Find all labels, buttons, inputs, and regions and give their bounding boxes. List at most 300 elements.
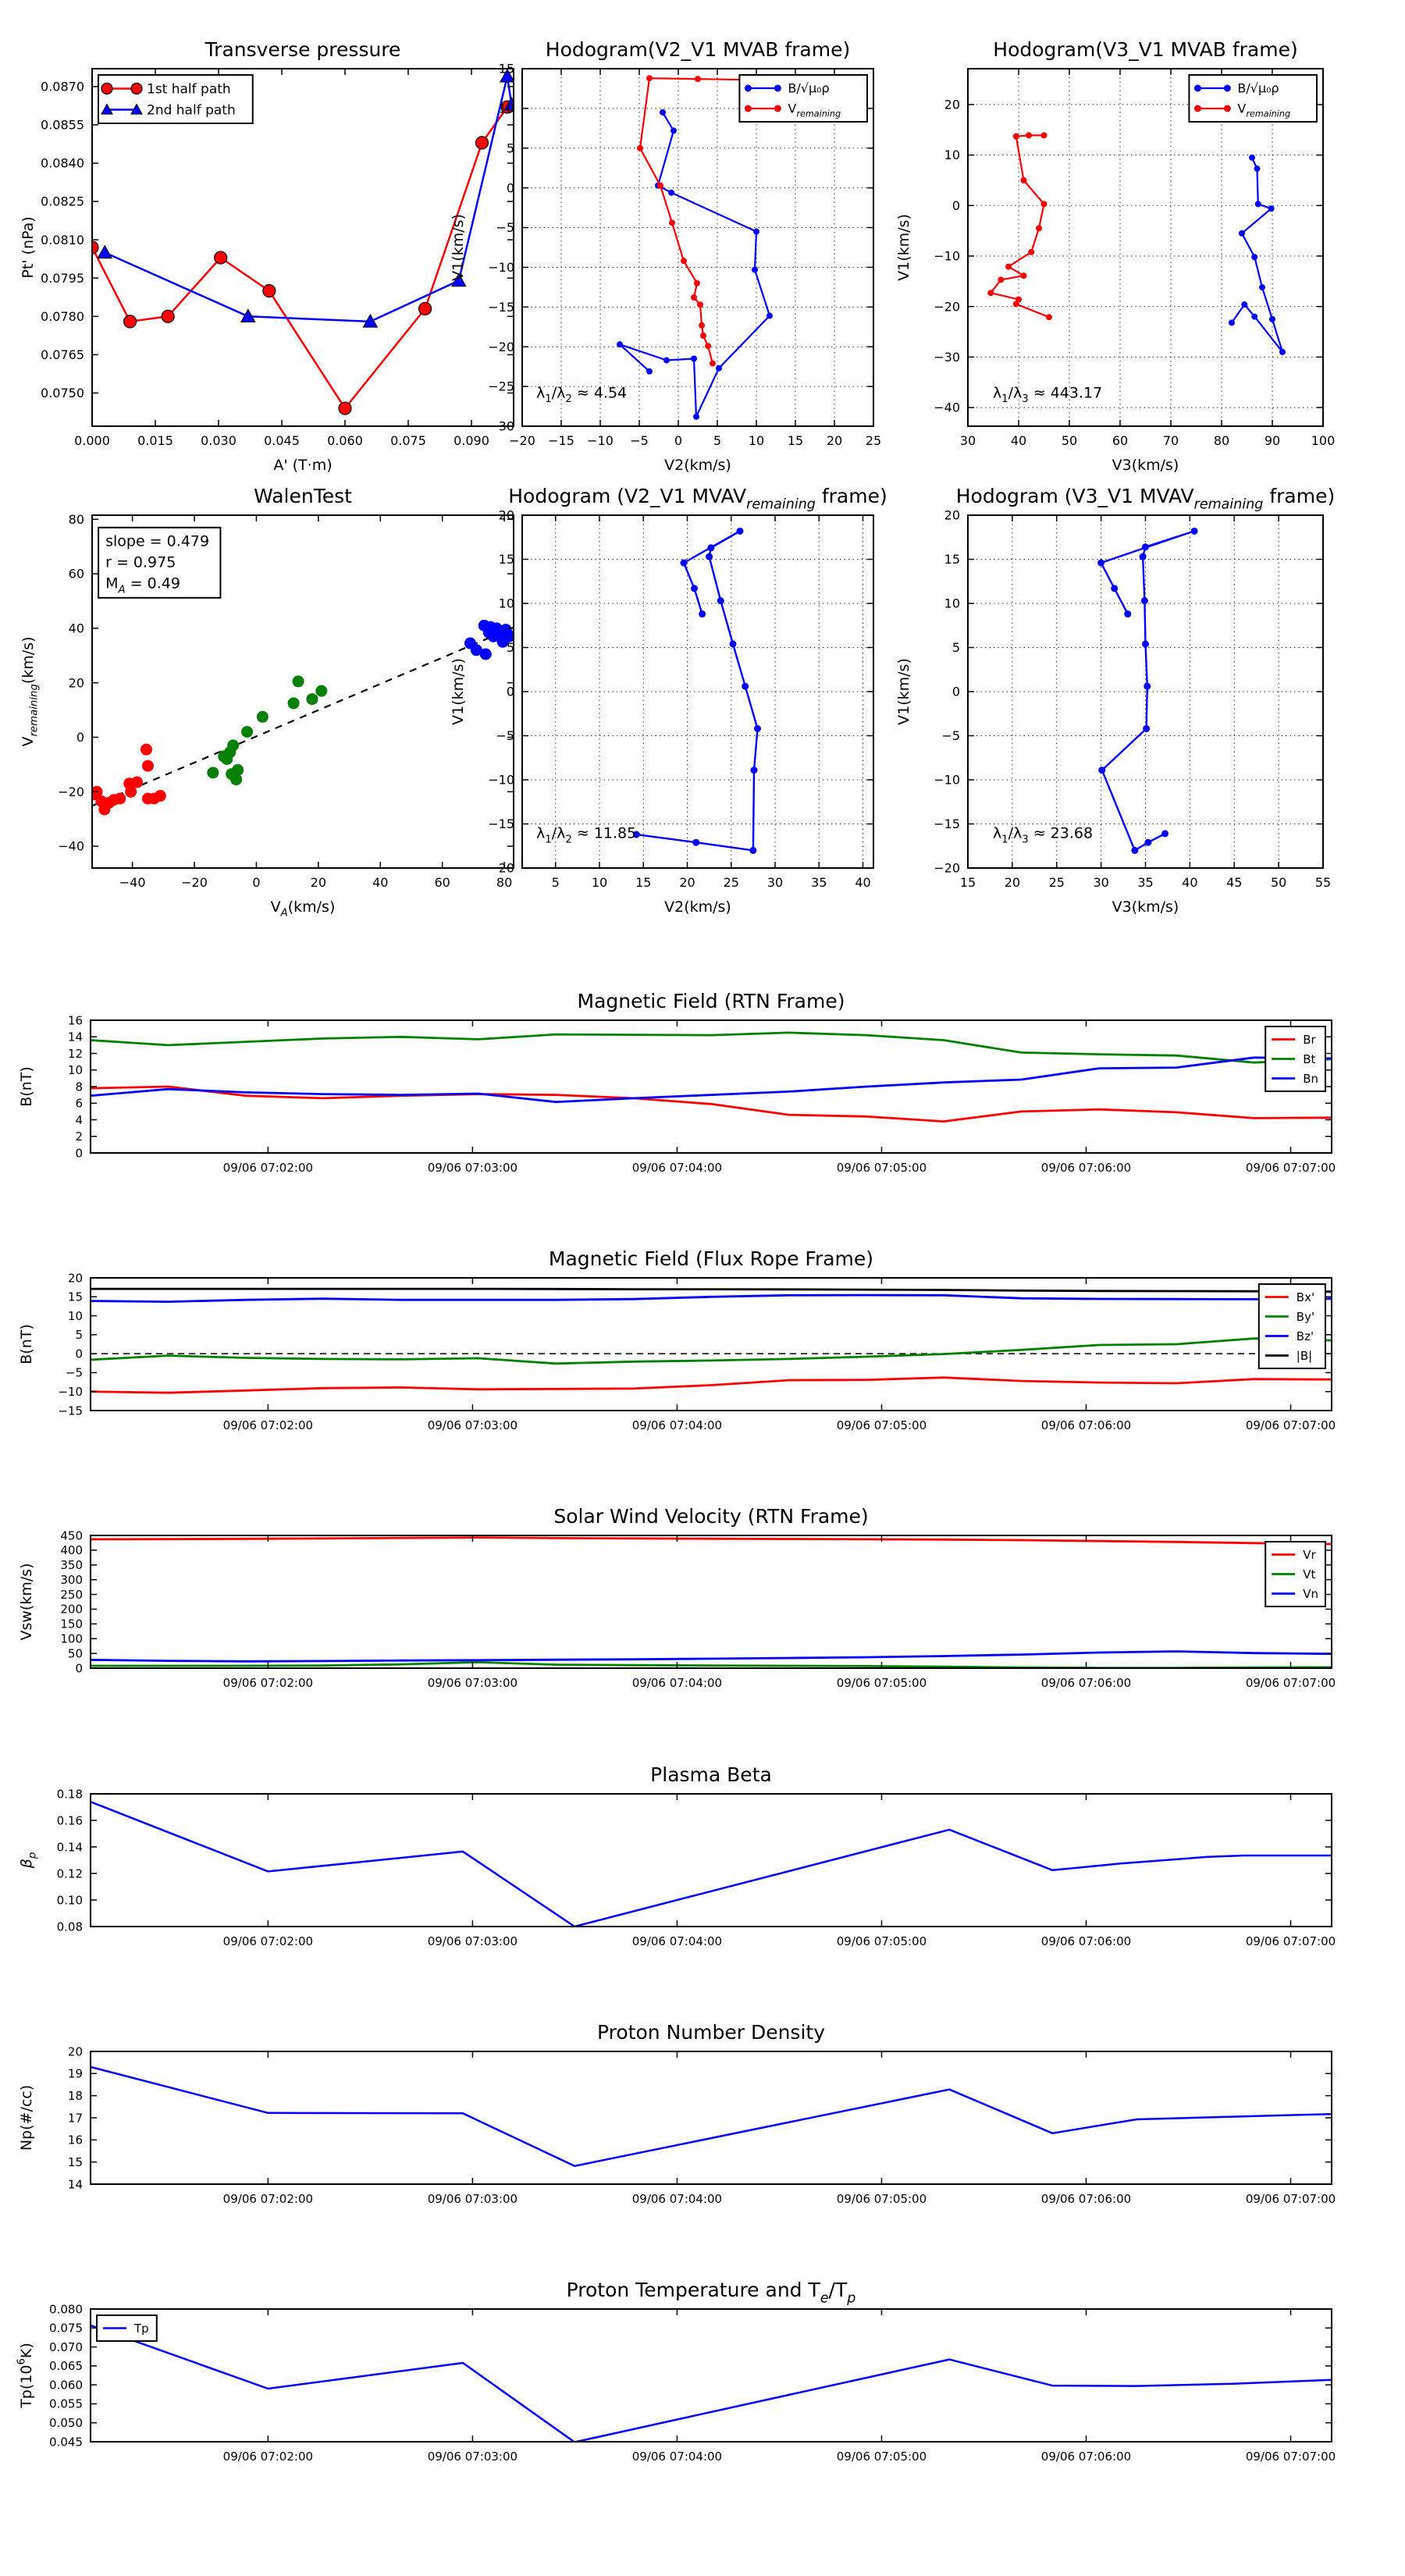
legend-marker <box>1224 105 1231 112</box>
y-tick-label: 0 <box>951 684 960 699</box>
x-tick-label: 40 <box>1010 433 1027 448</box>
chart-title: Hodogram(V2_V1 MVAB frame) <box>545 38 851 61</box>
legend-label: 1st half path <box>147 81 231 98</box>
y-tick-label: 19 <box>67 2066 83 2081</box>
stats-line: $M_A = 0.49$ <box>105 575 180 596</box>
point-middle <box>241 726 253 738</box>
y-tick-label: 40 <box>68 621 84 636</box>
y-tick-label: 17 <box>67 2111 83 2126</box>
point-V <box>1161 830 1168 837</box>
point-B/√μ₀ρ <box>1254 165 1261 172</box>
chart-plasma-beta <box>5 1747 1378 1981</box>
proton-number-density-svg <box>5 2005 1378 2239</box>
point-Vremaining <box>1041 201 1048 207</box>
point-Vremaining <box>700 333 706 339</box>
x-tick-label: 09/06 07:04:00 <box>631 1418 723 1432</box>
y-tick-label: 0 <box>75 1146 83 1161</box>
hodogram-v3v1-mvav-svg <box>882 468 1370 923</box>
x-tick-label: 70 <box>1162 433 1179 448</box>
y-tick-label: 0 <box>951 197 960 213</box>
point-B/√μ₀ρ <box>660 109 666 116</box>
point-Vremaining <box>681 258 687 264</box>
y-tick-label: −40 <box>934 400 960 415</box>
point-Vremaining <box>691 294 697 301</box>
legend-marker <box>774 85 781 92</box>
series-|B| <box>91 1289 1332 1292</box>
y-tick-label: 0.055 <box>49 2396 83 2411</box>
y-tick-label: 350 <box>60 1558 83 1573</box>
y-tick-label: −5 <box>65 1365 83 1380</box>
y-tick-label: 0 <box>506 180 514 196</box>
y-axis-label: Pt' (nPa) <box>20 216 37 279</box>
point-inbound <box>155 790 166 802</box>
y-tick-label: 15 <box>498 552 514 568</box>
point-B/√μ₀ρ <box>1279 349 1286 355</box>
point-Vremaining <box>697 301 703 308</box>
legend <box>1189 75 1317 122</box>
chart-title: Solar Wind Velocity (RTN Frame) <box>553 1505 869 1528</box>
x-tick-label: −5 <box>630 433 649 448</box>
point-B/√μ₀ρ <box>1255 201 1261 207</box>
y-tick-label: 15 <box>67 2154 83 2169</box>
chart-proton-number-density <box>5 2005 1378 2239</box>
y-tick-label: 0.18 <box>56 1787 83 1802</box>
plot-area <box>91 1289 1332 1393</box>
x-tick-label: 20 <box>826 433 843 448</box>
annotation: $\lambda_1/\lambda_2 \approx 11.85$ <box>536 824 637 846</box>
point-Vremaining <box>1046 314 1052 320</box>
point-B/√μ₀ρ <box>691 355 697 361</box>
x-tick-label: 0.000 <box>74 433 110 448</box>
point-Vremaining <box>646 75 653 81</box>
point-1st half path <box>162 310 174 322</box>
point-Vremaining <box>1028 249 1034 255</box>
point-inbound <box>114 792 126 804</box>
x-tick-label: 09/06 07:02:00 <box>222 1161 314 1175</box>
y-tick-label: 0.080 <box>49 2302 83 2317</box>
chart-title: Hodogram(V3_V1 MVAB frame) <box>993 38 1298 61</box>
legend-marker <box>774 105 781 112</box>
plot-area <box>617 75 773 420</box>
y-tick-label: 10 <box>67 1063 83 1077</box>
series-By' <box>91 1339 1332 1364</box>
x-tick-label: 60 <box>434 875 450 890</box>
x-axis-label: V3(km/s) <box>1112 898 1179 916</box>
point-B/√μ₀ρ <box>753 229 759 235</box>
y-tick-label: 5 <box>506 141 514 156</box>
legend <box>98 75 253 123</box>
axes-frame <box>91 1794 1332 1927</box>
series-Tp <box>91 2325 1332 2443</box>
y-tick-label: −15 <box>934 817 960 832</box>
point-1st half path <box>419 303 432 315</box>
legend-marker <box>1224 85 1231 92</box>
y-axis-label: V1(km/s) <box>450 214 467 281</box>
point-middle <box>315 685 327 697</box>
x-tick-label: 90 <box>1264 433 1281 448</box>
x-tick-label: 45 <box>1226 875 1243 890</box>
x-tick-label: 10 <box>748 433 765 448</box>
x-tick-label: 09/06 07:02:00 <box>222 2192 314 2206</box>
y-tick-label: 0.0825 <box>41 194 84 209</box>
y-tick-label: −10 <box>58 1384 83 1399</box>
y-tick-label: 0.0750 <box>41 386 84 401</box>
y-tick-label: 5 <box>75 1328 83 1343</box>
annotation: $\lambda_1/\lambda_3 \approx 23.68$ <box>992 824 1094 846</box>
y-tick-label: −10 <box>488 260 514 276</box>
series-Vt <box>91 1662 1332 1667</box>
point-B/√μ₀ρ <box>670 127 677 133</box>
point-V <box>737 528 744 535</box>
point-B/√μ₀ρ <box>1239 230 1245 237</box>
y-tick-label: 0.065 <box>49 2359 83 2374</box>
y-tick-label: −20 <box>58 784 84 799</box>
y-tick-label: 0.045 <box>49 2435 83 2450</box>
series-V <box>636 531 757 850</box>
y-tick-label: −15 <box>488 817 514 832</box>
point-V <box>681 560 688 567</box>
y-tick-label: −10 <box>488 772 514 788</box>
chart-magnetic-field-rtn <box>5 973 1378 1208</box>
y-tick-label: 5 <box>506 640 514 656</box>
magnetic-field-flux-rope-svg <box>5 1231 1378 1465</box>
point-Vremaining <box>1021 272 1027 279</box>
chart-solar-wind-velocity <box>5 1489 1378 1723</box>
point-B/√μ₀ρ <box>693 414 699 420</box>
x-tick-label: 09/06 07:04:00 <box>631 2450 723 2464</box>
point-1st half path <box>124 315 137 328</box>
y-axis-label: Vsw(km/s) <box>18 1563 35 1641</box>
point-Vremaining <box>669 219 675 226</box>
point-Vremaining <box>1013 133 1019 140</box>
y-axis-label: $\beta_p$ <box>18 1852 39 1869</box>
y-tick-label: 0.0855 <box>41 117 84 133</box>
x-tick-label: 09/06 07:04:00 <box>631 1161 723 1175</box>
x-tick-label: −10 <box>587 433 614 448</box>
series-B/√μ₀ρ <box>1232 158 1282 352</box>
legend-label: Bz' <box>1296 1329 1314 1343</box>
y-tick-label: 100 <box>60 1631 83 1646</box>
point-V <box>707 544 714 551</box>
y-tick-label: −5 <box>496 220 514 236</box>
y-tick-label: 15 <box>498 61 514 76</box>
hodogram-v3v1-mvab-svg <box>882 22 1370 481</box>
series-Vr <box>91 1538 1332 1544</box>
point-Vremaining <box>694 280 700 286</box>
x-tick-label: 5 <box>713 433 722 448</box>
point-V <box>691 585 698 592</box>
x-tick-label: 35 <box>811 875 827 890</box>
series-V <box>1101 531 1195 850</box>
x-tick-label: 80 <box>1213 433 1230 448</box>
legend-label: $V_{remaining}$ <box>788 101 841 119</box>
point-Vremaining <box>1005 264 1012 270</box>
x-tick-label: 09/06 07:02:00 <box>222 1934 314 1948</box>
point-Vremaining <box>705 343 711 349</box>
legend-label: Tp <box>134 2321 149 2336</box>
x-axis-label: $V_A(km/s)$ <box>270 898 336 920</box>
y-axis-label: V1(km/s) <box>895 658 912 725</box>
x-tick-label: 09/06 07:03:00 <box>427 2192 518 2206</box>
legend-label: $V_{remaining}$ <box>1237 101 1291 119</box>
y-tick-label: 20 <box>67 2044 83 2059</box>
point-V <box>1191 528 1198 535</box>
x-tick-label: 09/06 07:07:00 <box>1245 1934 1336 1948</box>
y-tick-label: 20 <box>944 507 960 523</box>
x-tick-label: 60 <box>1112 433 1129 448</box>
x-tick-label: 09/06 07:07:00 <box>1245 1418 1336 1432</box>
chart-title: WalenTest <box>254 485 352 507</box>
hodogram-v2v1-mvav-svg <box>436 468 920 923</box>
x-tick-label: 0.015 <box>137 433 173 448</box>
x-tick-label: 5 <box>551 875 560 890</box>
x-tick-label: 15 <box>787 433 804 448</box>
plot-area <box>91 2067 1332 2166</box>
x-axis-label: V2(km/s) <box>664 457 731 474</box>
magnetic-field-rtn-svg <box>5 973 1378 1208</box>
point-1st half path <box>339 402 351 415</box>
y-tick-label: 0.14 <box>56 1840 83 1855</box>
point-V <box>717 597 724 604</box>
x-tick-label: 55 <box>1314 875 1332 890</box>
x-tick-label: 25 <box>865 433 882 448</box>
y-tick-label: 5 <box>951 640 960 656</box>
point-B/√μ₀ρ <box>716 365 722 372</box>
legend-label: Bx' <box>1296 1290 1315 1304</box>
x-tick-label: 09/06 07:05:00 <box>836 2192 927 2206</box>
x-tick-label: 20 <box>310 875 327 890</box>
x-tick-label: 09/06 07:03:00 <box>427 1418 518 1432</box>
point-V <box>1142 640 1149 647</box>
point-B/√μ₀ρ <box>1251 254 1257 260</box>
point-middle <box>227 739 239 751</box>
y-tick-label: −15 <box>58 1404 83 1418</box>
x-tick-label: 09/06 07:06:00 <box>1040 1418 1132 1432</box>
y-tick-label: 20 <box>944 97 960 112</box>
point-middle <box>288 697 300 709</box>
point-B/√μ₀ρ <box>668 190 674 196</box>
y-tick-label: −15 <box>488 299 514 315</box>
chart-title: Magnetic Field (Flux Rope Frame) <box>548 1247 874 1270</box>
proton-temperature-svg <box>5 2262 1378 2496</box>
y-tick-label: 15 <box>67 1290 83 1304</box>
x-tick-label: 09/06 07:06:00 <box>1040 1161 1132 1175</box>
point-V <box>1098 767 1105 774</box>
y-tick-label: 0.0870 <box>41 79 84 94</box>
point-V <box>1144 839 1151 846</box>
y-tick-label: 0.070 <box>49 2339 83 2354</box>
x-tick-label: 09/06 07:06:00 <box>1040 1934 1132 1948</box>
point-B/√μ₀ρ <box>1251 314 1257 320</box>
point-middle <box>207 767 219 778</box>
x-tick-label: 40 <box>855 875 871 890</box>
point-V <box>754 725 761 732</box>
x-tick-label: 20 <box>1004 875 1021 890</box>
x-tick-label: 0.030 <box>201 433 237 448</box>
y-tick-label: 10 <box>67 1308 83 1323</box>
x-tick-label: 09/06 07:05:00 <box>836 1934 927 1948</box>
y-tick-label: 4 <box>75 1112 83 1127</box>
plot-area <box>91 1802 1332 1927</box>
x-tick-label: 30 <box>959 433 976 448</box>
stats-line: slope = 0.479 <box>105 532 210 550</box>
plot-area <box>91 1033 1332 1122</box>
point-B/√μ₀ρ <box>1259 284 1265 290</box>
y-tick-label: −25 <box>488 379 514 394</box>
legend <box>739 75 867 122</box>
legend-marker <box>101 84 112 94</box>
legend-label: Br <box>1303 1032 1316 1047</box>
chart-title: Magnetic Field (RTN Frame) <box>577 990 845 1012</box>
x-tick-label: 20 <box>679 875 695 890</box>
y-axis-label: B(nT) <box>18 1324 35 1364</box>
y-tick-label: −20 <box>488 339 514 354</box>
point-Vremaining <box>998 276 1004 283</box>
point-V <box>1131 847 1138 854</box>
point-B/√μ₀ρ <box>646 368 653 375</box>
point-1st half path <box>263 285 276 297</box>
x-tick-label: 30 <box>1093 875 1109 890</box>
series-Br <box>91 1087 1332 1122</box>
point-V <box>692 839 699 846</box>
legend-label: B/√μ₀ρ <box>1237 80 1279 96</box>
plot-area <box>987 132 1286 355</box>
x-tick-label: 09/06 07:04:00 <box>631 2192 723 2206</box>
annotation: $\lambda_1/\lambda_3 \approx 443.17$ <box>992 384 1103 406</box>
y-tick-label: 20 <box>498 507 514 523</box>
y-tick-label: −40 <box>58 838 84 854</box>
y-tick-label: −10 <box>934 772 960 788</box>
x-tick-label: 80 <box>496 875 513 890</box>
x-tick-label: 50 <box>1061 433 1078 448</box>
y-tick-label: 20 <box>68 675 84 691</box>
x-tick-label: 09/06 07:07:00 <box>1245 1161 1336 1175</box>
point-Vremaining <box>710 361 716 367</box>
chart-hodogram-v2v1-mvab <box>436 22 920 481</box>
x-tick-label: 25 <box>723 875 739 890</box>
y-tick-label: 0.0780 <box>41 308 84 324</box>
y-tick-label: −20 <box>488 860 514 876</box>
legend-label: 2nd half path <box>147 102 236 119</box>
x-tick-label: 09/06 07:07:00 <box>1245 2192 1336 2206</box>
point-middle <box>306 693 318 705</box>
x-tick-label: 09/06 07:05:00 <box>836 1161 927 1175</box>
point-Vremaining <box>695 76 701 82</box>
x-tick-label: 09/06 07:03:00 <box>427 2450 518 2464</box>
plot-area <box>1097 528 1197 854</box>
x-tick-label: 09/06 07:07:00 <box>1245 1676 1336 1690</box>
x-tick-label: 0 <box>252 875 261 890</box>
y-tick-label: −10 <box>934 248 960 264</box>
series-Bx' <box>91 1378 1332 1393</box>
y-tick-label: −30 <box>488 418 514 434</box>
x-tick-label: 09/06 07:03:00 <box>427 1934 518 1948</box>
x-tick-label: 50 <box>1270 875 1287 890</box>
point-inbound <box>131 777 143 788</box>
y-tick-label: 0 <box>75 1661 83 1676</box>
y-tick-label: 0.0795 <box>41 270 84 286</box>
legend-label: Bn <box>1303 1071 1319 1086</box>
x-axis-label: A' (T·m) <box>273 457 333 474</box>
legend-label: B/√μ₀ρ <box>788 80 830 96</box>
y-tick-label: 0.0840 <box>41 155 84 171</box>
point-V <box>706 553 713 560</box>
point-V <box>1097 560 1104 567</box>
point-Vremaining <box>1021 177 1027 183</box>
x-tick-label: 100 <box>1311 433 1336 448</box>
x-tick-label: 09/06 07:02:00 <box>222 2450 314 2464</box>
point-B/√μ₀ρ <box>617 341 623 347</box>
x-tick-label: −40 <box>119 875 146 890</box>
x-tick-label: 09/06 07:05:00 <box>836 1676 927 1690</box>
x-tick-label: 09/06 07:07:00 <box>1245 2450 1336 2464</box>
chart-title: Transverse pressure <box>205 38 401 61</box>
point-middle <box>257 711 269 723</box>
x-tick-label: 09/06 07:04:00 <box>631 1676 723 1690</box>
chart-hodogram-v2v1-mvav <box>436 468 920 923</box>
y-axis-label: Np(#/cc) <box>18 2084 35 2151</box>
y-tick-label: −5 <box>496 728 514 744</box>
legend-label: By' <box>1296 1309 1315 1324</box>
y-tick-label: 0.050 <box>49 2415 83 2430</box>
solar-wind-velocity-svg <box>5 1489 1378 1723</box>
x-tick-label: 40 <box>372 875 389 890</box>
legend-label: Vt <box>1303 1567 1316 1582</box>
point-V <box>742 683 749 690</box>
y-tick-label: 200 <box>60 1602 83 1617</box>
x-tick-label: −20 <box>181 875 208 890</box>
y-tick-label: 300 <box>60 1572 83 1587</box>
y-tick-label: 60 <box>68 566 84 582</box>
series-B/√μ₀ρ <box>620 112 770 417</box>
chart-title: Proton Number Density <box>597 2021 825 2044</box>
point-V <box>751 767 758 774</box>
point-1st half path <box>215 251 227 264</box>
x-tick-label: 09/06 07:05:00 <box>836 1418 927 1432</box>
point-V <box>1111 585 1118 592</box>
chart-title: Proton Temperature and $T_e/T_p$ <box>566 2279 856 2307</box>
y-tick-label: −20 <box>934 299 960 315</box>
legend <box>1265 1026 1325 1091</box>
y-tick-label: 8 <box>75 1080 83 1094</box>
y-tick-label: 250 <box>60 1587 83 1602</box>
y-tick-label: 0.075 <box>49 2321 83 2336</box>
y-tick-label: 6 <box>75 1096 83 1111</box>
point-Vremaining <box>1013 301 1019 307</box>
x-tick-label: 0 <box>674 433 683 448</box>
point-V <box>1143 725 1150 732</box>
plot-area <box>91 2325 1332 2443</box>
y-tick-label: 0 <box>506 684 514 699</box>
x-tick-label: 09/06 07:04:00 <box>631 1934 723 1948</box>
x-tick-label: 09/06 07:06:00 <box>1040 2450 1132 2464</box>
point-inbound <box>142 760 154 772</box>
legend-marker <box>745 85 752 92</box>
point-Vremaining <box>1041 132 1048 138</box>
y-axis-label: $Tp(10^6K)$ <box>16 2343 35 2408</box>
point-B/√μ₀ρ <box>1229 319 1235 326</box>
y-tick-label: 0 <box>75 1347 83 1361</box>
chart-magnetic-field-flux-rope <box>5 1231 1378 1465</box>
point-inbound <box>140 744 152 756</box>
point-B/√μ₀ρ <box>1241 301 1247 308</box>
y-tick-label: 0.16 <box>56 1813 83 1828</box>
point-V <box>1124 610 1131 617</box>
y-tick-label: 0.10 <box>56 1893 83 1908</box>
y-tick-label: 80 <box>68 511 84 527</box>
x-tick-label: 0.045 <box>264 433 300 448</box>
legend-marker <box>1194 105 1201 112</box>
